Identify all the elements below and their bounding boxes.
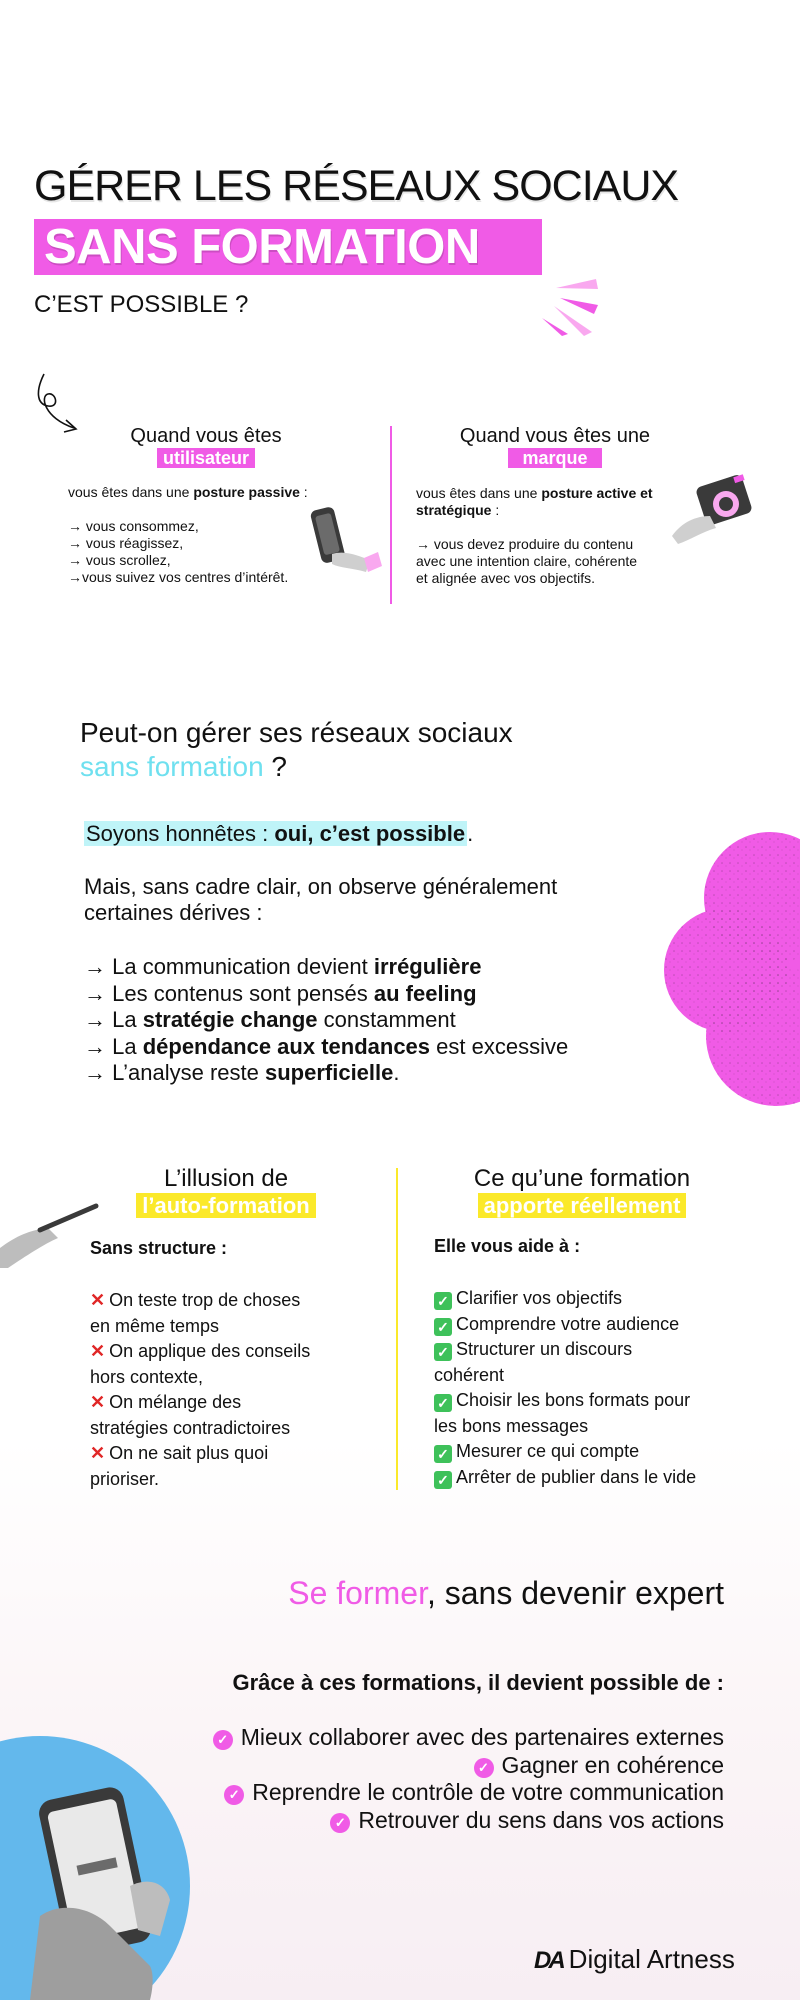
cross-icon: ✕	[90, 1392, 106, 1412]
list-item	[90, 1314, 390, 1340]
training-subheading: Elle vous aide à :	[434, 1236, 581, 1256]
list-item-text: Structurer un discours	[456, 1339, 633, 1359]
curly-arrow-icon	[34, 370, 82, 434]
question-line-1: Peut-on gérer ses réseaux sociaux	[80, 717, 513, 748]
list-item: et alignée avec vos objectifs.	[416, 570, 595, 586]
cross-icon: ✕	[90, 1341, 106, 1361]
expert-highlight: Se former	[288, 1575, 427, 1611]
title-line-2-highlight: SANS FORMATION	[34, 219, 542, 275]
checkbox-icon: ✓	[434, 1343, 452, 1361]
question-heading	[80, 716, 513, 784]
column-divider-yellow	[396, 1168, 398, 1490]
hand-pen-icon	[0, 1178, 100, 1268]
list-item: ✓ Retrouver du sens dans vos actions	[213, 1807, 724, 1835]
list-item	[90, 1365, 390, 1391]
list-item	[90, 1288, 390, 1314]
user-intro-text: vous êtes dans une	[68, 484, 194, 500]
training-header	[434, 1164, 730, 1219]
check-circle-icon: ✓	[330, 1813, 350, 1833]
user-intro	[68, 484, 368, 501]
expert-rest: , sans devenir expert	[426, 1575, 724, 1611]
list-item: → vous devez produire du contenu	[416, 536, 634, 552]
brand-intro-suffix: :	[491, 502, 500, 518]
list-item	[434, 1388, 774, 1414]
list-item	[434, 1286, 774, 1312]
expert-subheading: Grâce à ces formations, il devient possible de :	[232, 1670, 724, 1695]
list-item	[434, 1414, 774, 1440]
brand-column-header	[432, 424, 678, 469]
list-item	[434, 1312, 774, 1338]
list-item: → La dépendance aux tendances est excessive	[84, 1033, 569, 1059]
list-item	[434, 1439, 774, 1465]
list-item	[434, 1337, 774, 1363]
training-highlight: apporte réellement	[478, 1193, 687, 1218]
list-item-text: cohérent	[434, 1364, 505, 1385]
list-item-text: On mélange des	[109, 1392, 242, 1412]
hand-smartphone-illustration	[0, 1716, 200, 2000]
illusion-heading: L’illusion de	[163, 1165, 289, 1192]
list-item: ✓ Mieux collaborer avec des partenaires externes	[213, 1724, 724, 1752]
illusion-list	[90, 1288, 390, 1492]
list-item-text: en même temps	[90, 1315, 220, 1336]
brand-logo-mark: DA	[534, 1947, 563, 1974]
list-item	[90, 1390, 390, 1416]
list-item: ✓ Gagner en cohérence	[213, 1752, 724, 1780]
brand-intro-bold-2: stratégique	[416, 502, 492, 518]
brand-intro-bold-1: posture active et	[541, 485, 653, 501]
list-item-text: Mesurer ce qui compte	[456, 1441, 640, 1461]
cross-icon: ✕	[90, 1290, 106, 1310]
list-item	[434, 1363, 774, 1389]
brand-intro	[416, 485, 706, 519]
list-item-text: Clarifier vos objectifs	[456, 1288, 623, 1308]
list-item-text: stratégies contradictoires	[90, 1417, 291, 1438]
checkbox-icon: ✓	[434, 1292, 452, 1310]
user-highlight: utilisateur	[157, 448, 255, 468]
list-item: → vous réagissez,	[68, 535, 184, 551]
brand-logo	[534, 1944, 735, 1975]
hand-camera-icon	[668, 470, 758, 544]
list-item-text: prioriser.	[90, 1468, 160, 1489]
brand-intro-text: vous êtes dans une	[416, 485, 542, 501]
list-item-text: hors contexte,	[90, 1366, 204, 1387]
list-item-text: Choisir les bons formats pour	[456, 1390, 691, 1410]
training-list	[434, 1286, 774, 1490]
list-item	[90, 1467, 390, 1493]
drift-intro-line-1: Mais, sans cadre clair, on observe généralement	[84, 874, 558, 899]
list-item: → vous consommez,	[68, 518, 199, 534]
user-intro-bold: posture passive	[193, 484, 300, 500]
list-item: → L’analyse reste superficielle.	[84, 1060, 400, 1085]
expert-heading	[288, 1574, 724, 1612]
user-intro-suffix: :	[299, 484, 308, 500]
list-item	[90, 1441, 390, 1467]
list-item: →vous suivez vos centres d’intérêt.	[68, 569, 289, 585]
column-divider-pink	[390, 426, 392, 604]
hand-phone-icon	[306, 506, 386, 578]
list-item	[434, 1465, 774, 1491]
list-item-text: On teste trop de choses	[109, 1290, 301, 1310]
sparkle-rays-icon	[538, 272, 610, 338]
checkbox-icon: ✓	[434, 1471, 452, 1489]
list-item	[90, 1416, 390, 1442]
list-item: → vous scrollez,	[68, 552, 171, 568]
list-item-text: On ne sait plus quoi	[109, 1443, 269, 1463]
cross-icon: ✕	[90, 1443, 106, 1463]
list-item	[90, 1339, 390, 1365]
title-line-1: GÉRER LES RÉSEAUX SOCIAUX	[34, 162, 679, 210]
checkbox-icon: ✓	[434, 1318, 452, 1336]
list-item: → La communication devient irrégulière	[84, 954, 482, 979]
list-item-text: Comprendre votre audience	[456, 1313, 680, 1334]
brand-highlight: marque	[508, 448, 601, 468]
drift-intro-line-2: certaines dérives :	[84, 900, 263, 925]
answer-bold: oui, c’est possible	[274, 821, 466, 846]
checkbox-icon: ✓	[434, 1445, 452, 1463]
user-heading: Quand vous êtes	[130, 425, 282, 447]
illusion-highlight: l’auto-formation	[136, 1193, 315, 1218]
list-item: → Les contenus sont pensés au feeling	[84, 980, 477, 1006]
list-item-text: On applique des conseils	[109, 1341, 311, 1361]
pink-flower-shape	[640, 820, 800, 1120]
list-item-text: les bons messages	[434, 1415, 589, 1436]
benefits-list	[213, 1724, 724, 1834]
brand-heading: Quand vous êtes une	[459, 425, 651, 447]
question-highlight: sans formation	[80, 751, 264, 782]
list-item: avec une intention claire, cohérente	[416, 553, 638, 569]
training-heading: Ce qu’une formation	[473, 1165, 691, 1192]
answer-prefix: Soyons honnêtes :	[86, 821, 275, 846]
answer-line	[84, 821, 473, 847]
list-item: ✓ Reprendre le contrôle de votre communication	[213, 1779, 724, 1807]
illusion-header	[100, 1164, 352, 1219]
question-suffix: ?	[263, 751, 287, 782]
answer-suffix: .	[467, 821, 474, 846]
title-line-3: C’EST POSSIBLE ?	[34, 291, 249, 318]
check-circle-icon: ✓	[474, 1758, 494, 1778]
check-circle-icon: ✓	[213, 1730, 233, 1750]
drift-list	[84, 954, 568, 1087]
list-item-text: Arrêter de publier dans le vide	[456, 1466, 697, 1487]
brand-name: Digital Artness	[568, 1944, 735, 1974]
illusion-subheading: Sans structure :	[90, 1238, 228, 1258]
drift-intro	[84, 874, 557, 926]
user-column-header	[118, 424, 294, 469]
checkbox-icon: ✓	[434, 1394, 452, 1412]
check-circle-icon: ✓	[224, 1785, 244, 1805]
list-item: → La stratégie change constamment	[84, 1007, 456, 1032]
